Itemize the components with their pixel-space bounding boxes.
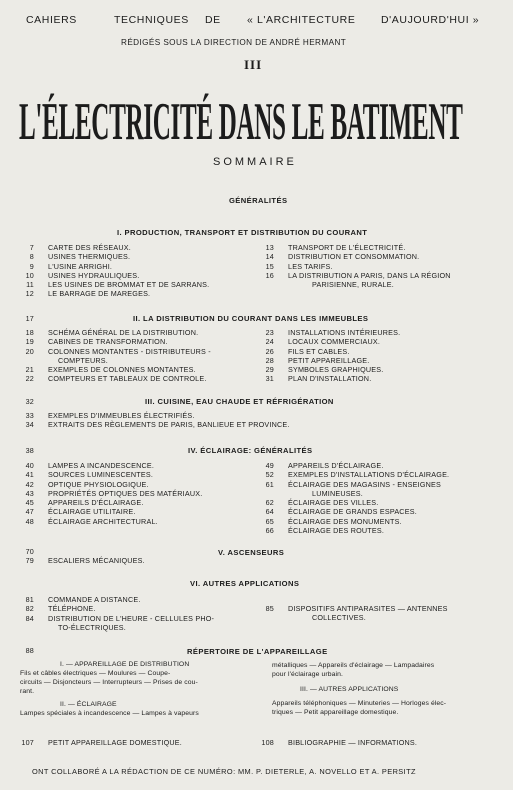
section-6-title: VI. AUTRES APPLICATIONS xyxy=(190,579,300,588)
header-subtitle: RÉDIGÉS SOUS LA DIRECTION DE ANDRÉ HERMANT xyxy=(121,38,347,47)
list-item: 8 USINES THERMIQUES. xyxy=(29,252,131,262)
list-item: 45 APPAREILS D'ÉCLAIRAGE. xyxy=(25,498,144,508)
list-item: 10 USINES HYDRAULIQUES. xyxy=(25,270,140,280)
list-item: 24 LOCAUX COMMERCIAUX. xyxy=(265,337,381,347)
repertoire-para-2-line-1: Lampes spéciales à incandescence — Lampes à vapeurs xyxy=(20,710,199,717)
section-5-page: 70 xyxy=(25,547,34,556)
volume-number: III xyxy=(244,57,263,72)
section-1-title: I. PRODUCTION, TRANSPORT ET DISTRIBUTION DU COURANT xyxy=(117,228,368,237)
list-item: 12 LE BARRAGE DE MAREGES. xyxy=(25,289,151,299)
repertoire-heading-3: III. — AUTRES APPLICATIONS xyxy=(300,686,399,693)
list-item: 62 ÉCLAIRAGE DES VILLES. xyxy=(265,498,379,508)
repertoire-para-3-line-1: métalliques — Appareils d'éclairage — Lampadaires xyxy=(272,662,435,669)
list-item: 23 INSTALLATIONS INTÉRIEURES. xyxy=(265,328,401,337)
final-right-entry xyxy=(260,738,417,747)
list-item: 41 SOURCES LUMINESCENTES. xyxy=(25,470,154,480)
section-4-left-list xyxy=(20,461,202,526)
list-item: 19 CABINES DE TRANSFORMATION. xyxy=(25,337,168,347)
section-3-page: 32 xyxy=(25,397,34,406)
list-item: 82 TÉLÉPHONE. xyxy=(25,604,96,614)
section-1-left-list xyxy=(20,243,209,299)
section-2-page: 17 xyxy=(25,314,34,323)
section-5-list xyxy=(20,556,145,565)
list-item: COLLECTIVES. xyxy=(312,613,366,623)
repertoire-para-3-line-2: pour l'éclairage urbain. xyxy=(272,671,343,678)
list-item: 16 LA DISTRIBUTION A PARIS, DANS LA RÉGION xyxy=(265,270,451,280)
main-title: L'ÉLECTRICITÉ DANS LE BATIMENT xyxy=(19,93,463,152)
repertoire-para-4-line-2: triques — Petit appareillage domestique. xyxy=(272,709,399,716)
list-item: 40 LAMPES A INCANDESCENCE. xyxy=(25,461,155,470)
list-item: 18 SCHÉMA GÉNÉRAL DE LA DISTRIBUTION. xyxy=(25,328,199,337)
section-2-title: II. LA DISTRIBUTION DU COURANT DANS LES IMMEUBLES xyxy=(133,314,369,323)
list-item: 65 ÉCLAIRAGE DES MONUMENTS. xyxy=(265,516,402,526)
list-item: 20 COLONNES MONTANTES - DISTRIBUTEURS - xyxy=(25,346,211,356)
section-4-right-list xyxy=(260,461,449,535)
repertoire-heading-2: II. — ÉCLAIRAGE xyxy=(60,701,117,708)
list-item: 31 PLAN D'INSTALLATION. xyxy=(265,374,372,384)
list-item: 13 TRANSPORT DE L'ÉLECTRICITÉ. xyxy=(265,243,406,252)
list-item: 107 PETIT APPAREILLAGE DOMESTIQUE. xyxy=(21,738,182,747)
header-word-5: D'AUJOURD'HUI » xyxy=(381,14,480,26)
list-item: 22 COMPTEURS ET TABLEAUX DE CONTROLE. xyxy=(25,374,207,384)
repertoire-para-1-line-1: Fils et câbles électriques — Moulures — Coupe- xyxy=(20,670,171,677)
section-1-right-list xyxy=(260,243,451,289)
header-word-4: « L'ARCHITECTURE xyxy=(247,14,356,26)
generalites-heading: GÉNÉRALITÉS xyxy=(229,196,288,205)
section-3-title: III. CUISINE, EAU CHAUDE ET RÉFRIGÉRATION xyxy=(145,397,334,406)
list-item: PARISIENNE, RURALE. xyxy=(312,280,394,290)
list-item: 61 ÉCLAIRAGE DES MAGASINS - ENSEIGNES xyxy=(265,479,441,489)
list-item: 52 EXEMPLES D'INSTALLATIONS D'ÉCLAIRAGE. xyxy=(265,470,450,480)
list-item: 81 COMMANDE A DISTANCE. xyxy=(25,595,141,604)
list-item: 28 PETIT APPAREILLAGE. xyxy=(265,355,370,365)
header-word-3: DE xyxy=(205,14,221,26)
header-word-2: TECHNIQUES xyxy=(114,14,189,26)
header-word-1: CAHIERS xyxy=(26,14,77,26)
list-item: 49 APPAREILS D'ÉCLAIRAGE. xyxy=(265,461,384,470)
list-item: 34 EXTRAITS DES RÈGLEMENTS DE PARIS, BANLIEUE ET PROVINCE. xyxy=(25,420,290,430)
repertoire-page: 88 xyxy=(25,646,34,655)
list-item: TO-ÉLECTRIQUES. xyxy=(58,622,126,632)
list-item: 66 ÉCLAIRAGE DES ROUTES. xyxy=(265,526,385,536)
section-3-list xyxy=(20,411,290,430)
list-item: 11 LES USINES DE BROMMAT ET DE SARRANS. xyxy=(26,280,210,290)
list-item: 79 ESCALIERS MÉCANIQUES. xyxy=(25,556,145,565)
list-item: 29 SYMBOLES GRAPHIQUES. xyxy=(265,365,384,375)
list-item: 26 FILS ET CABLES. xyxy=(265,346,350,356)
section-6-right-list xyxy=(260,604,448,623)
section-2-right-list xyxy=(260,328,400,384)
list-item: 15 LES TARIFS. xyxy=(265,261,333,271)
list-item: 85 DISPOSITIFS ANTIPARASITES — ANTENNES xyxy=(265,604,448,613)
list-item: 47 ÉCLAIRAGE UTILITAIRE. xyxy=(25,507,136,517)
list-item: LUMINEUSES. xyxy=(312,488,363,498)
list-item: 108 BIBLIOGRAPHIE — INFORMATIONS. xyxy=(261,738,418,747)
list-item: COMPTEURS. xyxy=(58,355,108,365)
final-left-entry xyxy=(20,738,182,747)
repertoire-para-4-line-1: Appareils téléphoniques — Minuteries — Horloges élec- xyxy=(272,700,447,707)
list-item: 84 DISTRIBUTION DE L'HEURE - CELLULES PHO- xyxy=(25,613,215,623)
sommaire-heading: SOMMAIRE xyxy=(213,156,297,168)
section-2-left-list xyxy=(20,328,211,384)
list-item: 33 EXEMPLES D'IMMEUBLES ÉLECTRIFIÉS. xyxy=(25,411,195,420)
list-item: 43 PROPRIÉTÉS OPTIQUES DES MATÉRIAUX. xyxy=(25,488,203,498)
list-item: 14 DISTRIBUTION ET CONSOMMATION. xyxy=(265,252,420,262)
list-item: 42 OPTIQUE PHYSIOLOGIQUE. xyxy=(25,479,149,489)
list-item: 48 ÉCLAIRAGE ARCHITECTURAL. xyxy=(25,516,158,526)
repertoire-para-1-line-2: circuits — Disjoncteurs — Interrupteurs — Prises de cou- xyxy=(20,679,198,686)
section-4-page: 38 xyxy=(25,446,34,455)
list-item: 7 CARTE DES RÉSEAUX. xyxy=(29,243,131,252)
section-4-title: IV. ÉCLAIRAGE: GÉNÉRALITÉS xyxy=(188,446,313,455)
section-6-left-list xyxy=(20,595,214,632)
list-item: 64 ÉCLAIRAGE DE GRANDS ESPACES. xyxy=(265,507,417,517)
list-item: 21 EXEMPLES DE COLONNES MONTANTES. xyxy=(25,365,196,375)
credits-footer: ONT COLLABORÉ A LA RÉDACTION DE CE NUMÉRO: MM. P. DIETERLE, A. NOVELLO ET A. PERSITZ xyxy=(32,767,416,776)
repertoire-title: RÉPERTOIRE DE L'APPAREILLAGE xyxy=(187,647,328,656)
repertoire-heading-1: I. — APPAREILLAGE DE DISTRIBUTION xyxy=(60,661,190,668)
list-item: 9 L'USINE ARRIGHI. xyxy=(29,261,113,271)
section-5-title: V. ASCENSEURS xyxy=(218,548,285,557)
repertoire-para-1-line-3: rant. xyxy=(20,688,35,695)
